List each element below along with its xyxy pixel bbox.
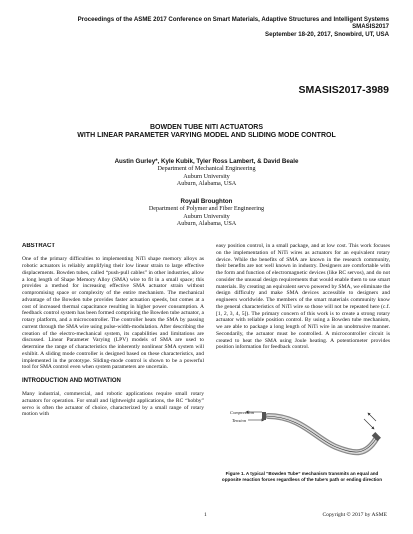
- bowden-tube: [268, 416, 376, 452]
- author-university: Auburn University: [183, 212, 230, 220]
- intro-heading: INTRODUCTION AND MOTIVATION: [22, 377, 121, 384]
- intro-text: Many industrial, commercial, and robotic applications require small rotary actuators for operation. For small and lightweight applications, the RC “hobby” servo is often the actuator of choice, characterized by a small range of rotary motion with: [22, 391, 204, 418]
- author-city: Auburn, Alabama, USA: [176, 179, 237, 187]
- author-block-1: [0, 158, 413, 187]
- author-city: Auburn, Alabama, USA: [176, 219, 237, 227]
- author-names: Royall Broughton: [180, 198, 233, 205]
- title-line-1: BOWDEN TUBE NITI ACTUATORS: [149, 124, 264, 131]
- title-line-2: WITH LINEAR PARAMETER VARYING MODEL AND SLIDING MODE CONTROL: [77, 132, 336, 140]
- body-paragraph: easy position control, in a small package, and at low cost. This work focuses on the implementation of NiTi wires as actuators for an equivalent rotary device. While the benefits of SMA are known in the research community, their benefits are not well known in industry. Designers are comfortable with the form and function of electromagnetic devices (like RC servos), and do not consider the unusual design requirements that would enable them to use smart materials. By creating an equivalent servo powered by SMA, we eliminate the design difficulty and make SMA devices accessible to designers and engineers worldwide. The members of the smart materials community know the general characteristics of NiTi wire so those will not be repeated here (c.f. [1, 2, 3, 4, 5]). The primary concern of this work is to create a strong rotary actuator with reliable position control. By using a Bowden tube mechanism, we are able to package a long length of NiTi wire in an unobtrusive manner. Secondarily, the actuator must be controlled. A microcontroller circuit is created to heat the SMA using Joule heating. A potentiometer provides position information for feedback control.: [216, 243, 390, 351]
- right-column: [216, 243, 390, 395]
- bowden-tube-figure: [216, 399, 386, 469]
- author-department: Department of Polymer and Fiber Engineering: [148, 205, 265, 213]
- tension-label: Tension: [232, 418, 247, 423]
- abstract-heading: ABSTRACT: [22, 243, 55, 249]
- author-department: Department of Mechanical Engineering: [157, 165, 256, 173]
- copyright-notice: Copyright © 2017 by ASME: [322, 512, 387, 518]
- conference-dates: September 18-20, 2017, Snowbird, UT, USA: [265, 30, 389, 38]
- conference-code: SMASIS2017: [352, 23, 389, 31]
- conference-header: [78, 16, 389, 38]
- compression-label: Compression: [230, 410, 255, 415]
- tube-inner: [268, 416, 376, 452]
- tube-end-left: [262, 412, 266, 420]
- left-column: [22, 243, 204, 505]
- reaction-arrow-1: [364, 419, 374, 429]
- figure-caption: Figure 1. A typical “Bowden Tube” mechanism transmits an equal and opposite reaction forces regardless of the tube’s path or ending direction: [221, 471, 383, 482]
- abstract-text: One of the primary difficulties to implementing NiTi shape memory alloys as robotic actuators is reliably amplifying their low linear strain to large effective displacements. Bowden tubes, called “push-pull cables” in other industries, allow a long length of Shape Memory Alloy (SMA) wire to fit in a small space; this provides a method for increasing effective SMA actuator strain without compromising space or complexity of the entire mechanism. The mechanical advantage of the Bowden tube provides faster actuation speeds, but comes at a cost of increased thermal capacitance resulting in higher power consumption. A feedback control system has been formed comprising the Bowden tube actuator, a rotary platform, and a microcontroller. The controller heats the SMA by passing current through the SMA wire using pulse-width-modulation. After describing the creation of the electro-mechanical system, its capabilities and limitations are discussed. Linear Parameter Varying (LPV) models of SMA are used to determine the range of characteristics the inherently nonlinear SMA system will exhibit. A sliding mode controller is designed based on these characteristics, and implemented in the prototype. Sliding-mode control is shown to be a powerful tool for SMA control even when system parameters are uncertain.: [22, 256, 204, 371]
- paper-title: [0, 124, 413, 141]
- reaction-arrow-2: [368, 413, 376, 421]
- page-number: 1: [204, 512, 207, 518]
- author-university: Auburn University: [183, 172, 230, 180]
- paper-id: SMASIS2017-3989: [298, 84, 389, 96]
- author-block-2: [0, 198, 413, 227]
- inner-wire: [264, 416, 378, 452]
- conference-title: Proceedings of the ASME 2017 Conference on Smart Materials, Adaptive Structures and Intelligent Systems: [77, 16, 389, 23]
- author-names: Austin Gurley*, Kyle Kubik, Tyler Ross Lambert, & David Beale: [114, 158, 299, 165]
